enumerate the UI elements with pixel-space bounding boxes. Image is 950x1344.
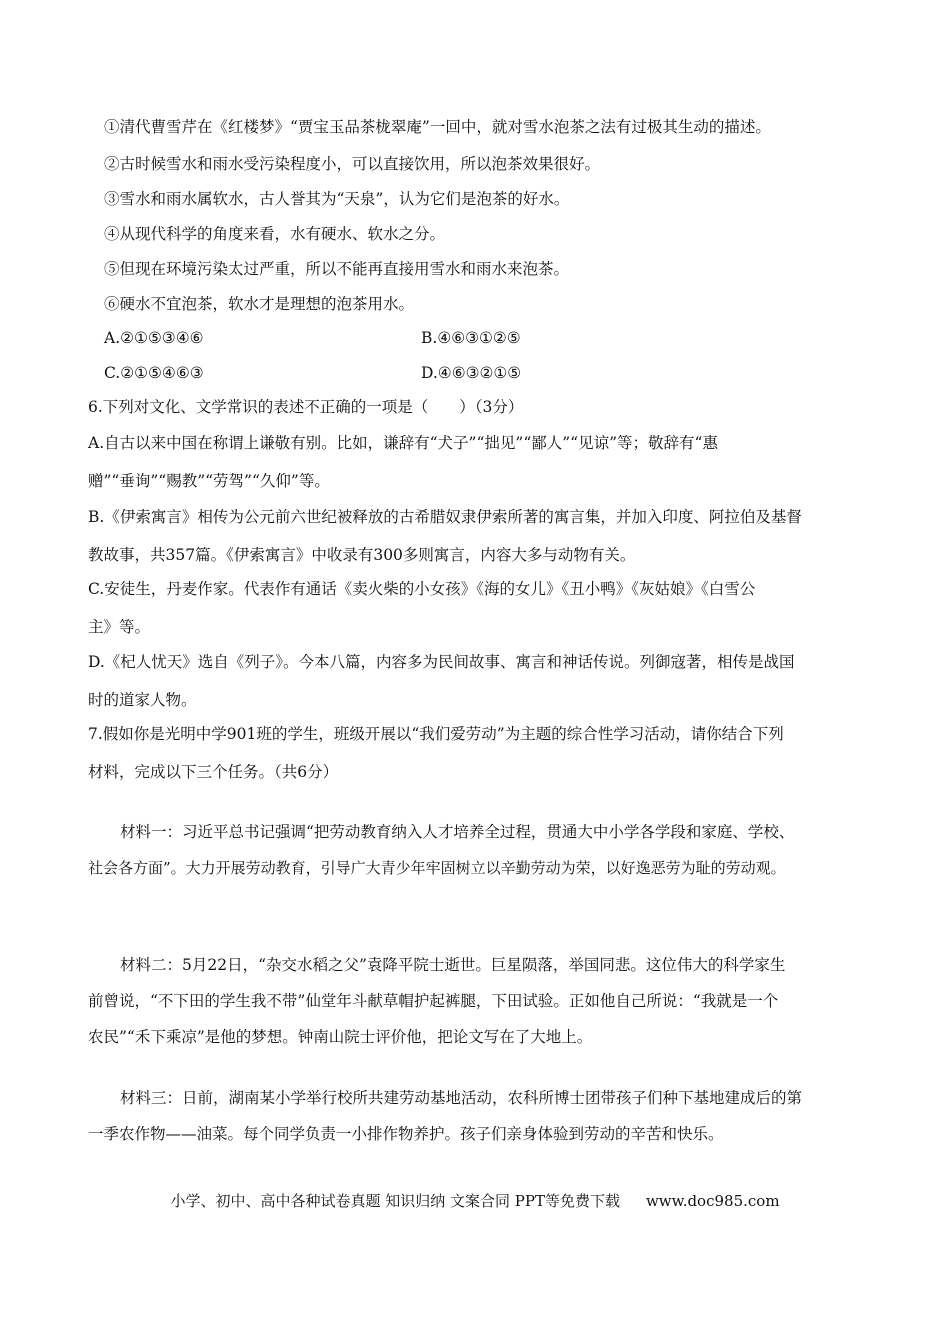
q5-sentence-1: ①清代曹雪芹在《红楼梦》“贾宝玉品茶栊翠庵”一回中，就对雪水泡茶之法有过极其生动的描述。 — [104, 118, 771, 136]
material1-line1: 材料一：习近平总书记强调“把劳动教育纳入人才培养全过程，贯通大中小学各学段和家庭、学校、 — [120, 823, 795, 841]
q5-option-a: A.②①⑤③④⑥ — [104, 329, 204, 347]
q6-option-a-line1: A.自古以来中国在称谓上谦敬有别。比如，谦辞有“犬子”“拙见”“鄙人”“见谅”等；敬辞有“惠 — [88, 434, 718, 452]
q6-option-d-line1: D.《杞人忧天》选自《列子》。今本八篇，内容多为民间故事、寓言和神话传说。列御寇著，相传是战国 — [88, 653, 795, 671]
q5-sentence-5: ⑤但现在环境污染太过严重，所以不能再直接用雪水和雨水来泡茶。 — [104, 260, 570, 278]
q5-option-d: D.④⑥③②①⑤ — [421, 364, 522, 382]
q6-option-d-line2: 时的道家人物。 — [88, 691, 197, 709]
q6-option-a-line2: 赠”“垂询”“赐教”“劳驾”“久仰”等。 — [88, 472, 330, 490]
q5-sentence-3: ③雪水和雨水属软水，古人誉其为“天泉”，认为它们是泡茶的好水。 — [104, 190, 570, 208]
material2-line2: 前曾说，“不下田的学生我不带”仙堂年斗献草帽护起裤腿，下田试验。正如他自己所说：“我就是一个 — [88, 992, 779, 1010]
q5-sentence-4: ④从现代科学的角度来看，水有硬水、软水之分。 — [104, 225, 446, 243]
footer-url[interactable]: www.doc985.com — [645, 1192, 780, 1210]
material3-line2: 一季农作物——油菜。每个同学负责一小排作物养护。孩子们亲身体验到劳动的辛苦和快乐。 — [88, 1125, 724, 1143]
material1-line2: 社会各方面”。大力开展劳动教育，引导广大青少年牢固树立以辛勤劳动为荣，以好逸恶劳为耻的劳动观。 — [88, 859, 786, 877]
q5-sentence-2: ②古时候雪水和雨水受污染程度小，可以直接饮用，所以泡茶效果很好。 — [104, 155, 601, 173]
footer-text: 小学、初中、高中各种试卷真题 知识归纳 文案合同 PPT等免费下载 — [170, 1192, 620, 1210]
q7-stem-line2: 材料，完成以下三个任务。（共6分） — [88, 763, 339, 781]
q5-option-c: C.②①⑤④⑥③ — [104, 364, 204, 382]
q5-option-b: B.④⑥③①②⑤ — [421, 329, 521, 347]
material2-line1: 材料二：5月22日，“杂交水稻之父”袁降平院士逝世。巨星陨落，举国同悲。这位伟大的科学家生 — [120, 956, 786, 974]
q6-stem: 6.下列对文化、文学常识的表述不正确的一项是（ ）（3分） — [88, 398, 524, 416]
page-footer — [0, 1191, 950, 1211]
q7-stem-line1: 7.假如你是光明中学901班的学生，班级开展以“我们爱劳动”为主题的综合性学习活动，请你结合下列 — [88, 725, 784, 743]
material3-line1: 材料三：日前，湖南某小学举行校所共建劳动基地活动，农科所博士团带孩子们种下基地建成后的第 — [120, 1089, 803, 1107]
material2-line3: 农民”“禾下乘凉”是他的梦想。钟南山院士评价他，把论文写在了大地上。 — [88, 1028, 593, 1046]
q6-option-b-line1: B.《伊索寓言》相传为公元前六世纪被释放的古希腊奴隶伊索所著的寓言集，并加入印度、阿拉伯及基督 — [88, 508, 802, 526]
q6-option-b-line2: 教故事，共357篇。《伊索寓言》中收录有300多则寓言，内容大多与动物有关。 — [88, 546, 636, 564]
q6-option-c-line1: C.安徒生，丹麦作家。代表作有通话《卖火柴的小女孩》《海的女儿》《丑小鸭》《灰姑娘》《白雪公 — [88, 580, 756, 598]
q6-option-c-line2: 主》等。 — [88, 618, 151, 636]
q5-sentence-6: ⑥硬水不宜泡茶，软水才是理想的泡茶用水。 — [104, 295, 415, 313]
